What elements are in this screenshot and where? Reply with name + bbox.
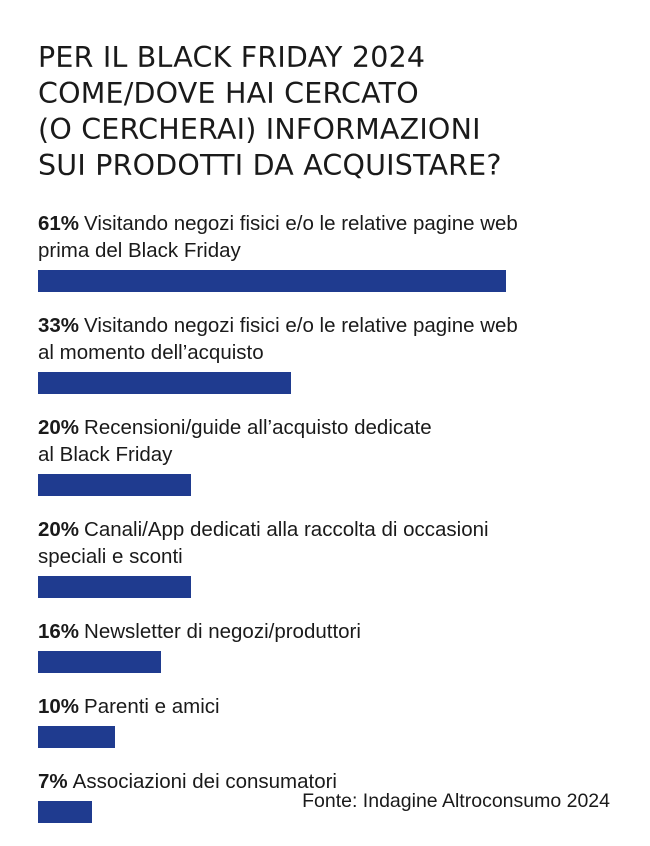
bar-category-text: Associazioni dei consumatori — [72, 770, 337, 793]
bar-label-line — [38, 339, 628, 366]
bar-value-label: 7% — [38, 770, 68, 793]
bar-category-text: speciali e sconti — [38, 545, 183, 568]
bar-category-text: Parenti e amici — [84, 695, 220, 718]
chart-title-line: SUI PRODOTTI DA ACQUISTARE? — [38, 149, 502, 182]
bar-label-line — [38, 618, 628, 645]
bar-value-label: 33% — [38, 314, 80, 337]
bar — [38, 474, 191, 496]
bar-category-text: prima del Black Friday — [38, 239, 241, 262]
bar-item — [38, 312, 628, 366]
bar-category-text: Canali/App dedicati alla raccolta di occasioni — [84, 518, 489, 541]
bar — [38, 651, 161, 673]
bar-value-label: 20% — [38, 518, 80, 541]
bar-item — [38, 516, 628, 570]
bar-value-label: 20% — [38, 416, 80, 439]
bar-label-line — [38, 210, 628, 237]
bar-value-label: 10% — [38, 695, 80, 718]
bar-value-label: 16% — [38, 620, 80, 643]
bar-label-line — [38, 237, 628, 264]
bar-category-text: Visitando negozi fisici e/o le relative pagine web — [84, 212, 518, 235]
bar — [38, 801, 92, 823]
bar-item — [38, 210, 628, 264]
chart-source: Fonte: Indagine Altroconsumo 2024 — [302, 790, 610, 812]
bar-category-text: Newsletter di negozi/produttori — [84, 620, 361, 643]
chart-title-line: PER IL BLACK FRIDAY 2024 — [38, 41, 426, 74]
bar-label-line — [38, 312, 628, 339]
bar — [38, 270, 506, 292]
chart-title-line: (O CERCHERAI) INFORMAZIONI — [38, 113, 481, 146]
bar-value-label: 61% — [38, 212, 80, 235]
chart-title-line: COME/DOVE HAI CERCATO — [38, 77, 419, 110]
bar-label — [38, 516, 628, 570]
bar-label — [38, 414, 628, 468]
bar-label-line — [38, 543, 628, 570]
bar — [38, 726, 115, 748]
bar-category-text: al Black Friday — [38, 443, 173, 466]
bar-label — [38, 210, 628, 264]
bar-item — [38, 618, 628, 645]
bar-category-text: Recensioni/guide all’acquisto dedicate — [84, 416, 432, 439]
bar-category-text: al momento dell’acquisto — [38, 341, 264, 364]
bar-label-line — [38, 441, 628, 468]
bar-label — [38, 693, 628, 720]
bar — [38, 372, 291, 394]
bar-category-text: Visitando negozi fisici e/o le relative pagine web — [84, 314, 518, 337]
bar-label-line — [38, 693, 628, 720]
bar-label — [38, 618, 628, 645]
bar-item — [38, 414, 628, 468]
bar-label-line — [38, 414, 628, 441]
bar-label — [38, 312, 628, 366]
bar-label-line — [38, 516, 628, 543]
bar-item — [38, 693, 628, 720]
bar — [38, 576, 191, 598]
